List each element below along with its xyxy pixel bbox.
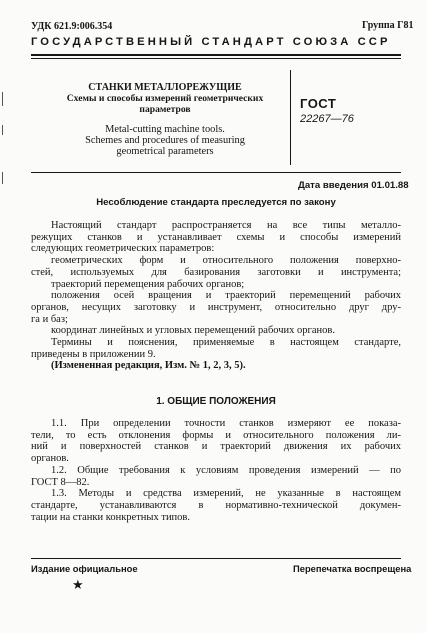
text-line: 1.2. Общие требования к условиям проведения измерений — по bbox=[51, 464, 401, 476]
title-ru-line2: Схемы и способы измерений геометрических bbox=[66, 93, 264, 104]
title-english bbox=[65, 124, 265, 157]
title-divider bbox=[290, 70, 291, 165]
gost-number: 22267—76 bbox=[300, 113, 354, 125]
title-en-line3: geometrical parameters bbox=[116, 146, 214, 157]
group-code: Группа Г81 bbox=[362, 20, 414, 31]
amendment-note: (Измененная редакция, Изм. № 1, 2, 3, 5). bbox=[51, 360, 246, 372]
text-line: тации на станки конкретных типов. bbox=[31, 511, 191, 523]
scan-edge-mark bbox=[2, 125, 3, 135]
text-line: режущих станков и устанавливает схемы и способы измерений bbox=[31, 231, 401, 243]
text-line: геометрических форм и относительного положения поверхно- bbox=[51, 255, 401, 267]
scan-edge-mark bbox=[2, 172, 3, 184]
text-line: координат линейных и угловых перемещений рабочих органов. bbox=[51, 325, 335, 337]
title-en-line2: Schemes and procedures of measuring bbox=[85, 135, 245, 146]
title-ru-line3: параметров bbox=[139, 104, 191, 115]
text-line: органов. bbox=[31, 453, 69, 465]
header-rule-thin bbox=[31, 58, 401, 59]
title-bottom-rule bbox=[31, 172, 401, 173]
gost-label: ГОСТ bbox=[300, 96, 337, 111]
section-title: 1. ОБЩИЕ ПОЛОЖЕНИЯ bbox=[156, 396, 276, 407]
text-line: га и баз; bbox=[31, 313, 68, 325]
text-line: Настоящий стандарт распространяется на все типы металло- bbox=[51, 220, 401, 231]
text-line: траекторий перемещения рабочих органов; bbox=[51, 278, 245, 290]
footer-rule bbox=[31, 558, 401, 559]
text-line: следующих геометрических параметров: bbox=[31, 243, 215, 255]
official-edition-label: Издание официальное bbox=[31, 563, 138, 574]
text-line: органов, несущих заготовку и инструмент, относительно друг дру- bbox=[31, 301, 401, 313]
text-line: ГОСТ 8—82. bbox=[31, 476, 90, 488]
scan-edge-mark bbox=[2, 92, 3, 106]
title-en-line1: Metal-cutting machine tools. bbox=[105, 124, 225, 135]
title-russian bbox=[65, 82, 265, 115]
text-line: положения осей вращения и траекторий перемещений рабочих bbox=[51, 290, 401, 302]
udk-code: УДК 621.9:006.354 bbox=[31, 21, 113, 32]
text-line: тели, то есть отклонения формы и относительного положения ли- bbox=[31, 429, 401, 441]
text-line: Термины и пояснения, применяемые в настоящем стандарте, bbox=[51, 337, 401, 349]
reprint-prohibited-label: Перепечатка воспрещена bbox=[293, 563, 412, 574]
header-rule-thick bbox=[31, 54, 401, 56]
text-line: ний и поверхностей станков и траекторий движения их рабочих bbox=[31, 441, 401, 453]
star-icon: ★ bbox=[72, 577, 84, 592]
preamble-text bbox=[31, 220, 401, 372]
title-ru-line1: СТАНКИ МЕТАЛЛОРЕЖУЩИЕ bbox=[88, 82, 242, 93]
law-notice: Несоблюдение стандарта преследуется по закону bbox=[96, 197, 336, 208]
introduction-date: Дата введения 01.01.88 bbox=[298, 180, 409, 191]
section-text bbox=[31, 418, 401, 523]
text-line: 1.1. При определении точности станков измеряют ее показа- bbox=[51, 418, 401, 429]
state-standard-heading: ГОСУДАРСТВЕННЫЙ СТАНДАРТ СОЮЗА ССР bbox=[31, 36, 391, 48]
text-line: стандарте, устанавливаются в нормативно-технической докумен- bbox=[31, 499, 401, 511]
text-line: приведены в приложении 9. bbox=[31, 348, 156, 360]
text-line: стей, используемых для базирования заготовки и инструмента; bbox=[31, 266, 401, 278]
text-line: 1.3. Методы и средства измерений, не указанные в настоящем bbox=[51, 488, 401, 500]
